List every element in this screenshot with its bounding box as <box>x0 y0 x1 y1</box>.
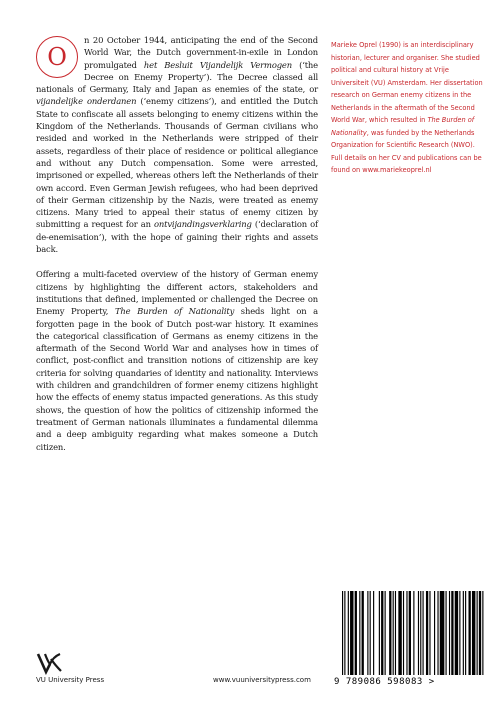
text-run: Marieke Oprel (1990) is an interdisciplinary historian, lecturer and organiser. She studied political and cultural history at Vrije Universiteit (VU) Amsterdam. Her dissertation research on German enemy citizens in the Netherlands in the aftermath of the Second World War, which resulted in <box>331 41 483 124</box>
publisher-name: VU University Press <box>36 676 105 684</box>
blurb-paragraph-1 <box>36 34 318 255</box>
text-run: (‘declaration of de-enemisation’), with the hope of gaining their rights and assets back. <box>36 219 318 255</box>
author-bio <box>331 39 486 177</box>
italic-run: The Burden of Nationality <box>114 306 235 317</box>
text-run: Offering a multi-faceted overview of the history of German enemy citizens by highlighting the different actors, stakeholders and institutions that defined, implemented or challenged the Decree on Enemy Property, <box>36 269 318 317</box>
drop-cap: O <box>36 36 78 78</box>
isbn-digits: 9 789086 598083 > <box>334 677 435 687</box>
text-run: sheds light on a forgotten page in the book of Dutch post-war history. It examines the categorical classification of Germans as enemy citizens in the aftermath of the Second World War and analyses how in times of conflict, post-conflict and transition notions of citizenship are key criteria for solving quandaries of identity and nationality. Interviews with children and grandchildren of former enemy citizens highlight how the effects of enemy status impacted generations. As this study shows, the question of how the politics of citizenship informed the treatment of German nationals illuminates a fundamental dilemma and a deep ambiguity regarding what makes someone a Dutch citizen. <box>36 306 318 452</box>
vu-logo-icon <box>36 651 64 675</box>
italic-run: het Besluit Vijandelijk Vermogen <box>143 59 292 70</box>
text-run: , was funded by the Netherlands Organization for Scientific Research (NWO). Full details on her CV and publications can be found on www.mariekeoprel.nl <box>331 128 482 174</box>
italic-run: The Burden of Nationality <box>331 116 475 137</box>
text-run: n 20 October 1944, anticipating the end of the Second World War, the Dutch government-in-exile in London promulgated <box>84 35 318 70</box>
blurb-paragraph-2 <box>36 268 318 452</box>
text-run: (‘the Decree on Enemy Property’). The Decree classed all nationals of Germany, Italy and Japan as enemies of the state, or <box>36 59 318 95</box>
blurb <box>36 34 318 453</box>
publisher-website: www.vuuniversitypress.com <box>213 676 311 684</box>
italic-run: vijandelijke onderdanen <box>36 96 137 107</box>
text-run: (‘enemy citizens’), and entitled the Dutch State to confiscate all assets belonging to enemy citizens within the Kingdom of the Netherlands. Thousands of German civilians who resided and worked in the Netherlands were stripped of their assets, regardless of their place of residence or political allegiance and without any Dutch compensation. Some were arrested, imprisoned or expelled, whereas others left the Netherlands of their own accord. Even German Jewish refugees, who had been deprived of their German citizenship by the Nazis, were treated as enemy citizens. Many tried to appeal their status of enemy citizen by submitting a request for an <box>36 96 319 230</box>
italic-run: ontvijandingsverklaring <box>154 219 252 230</box>
barcode-icon <box>340 591 486 675</box>
